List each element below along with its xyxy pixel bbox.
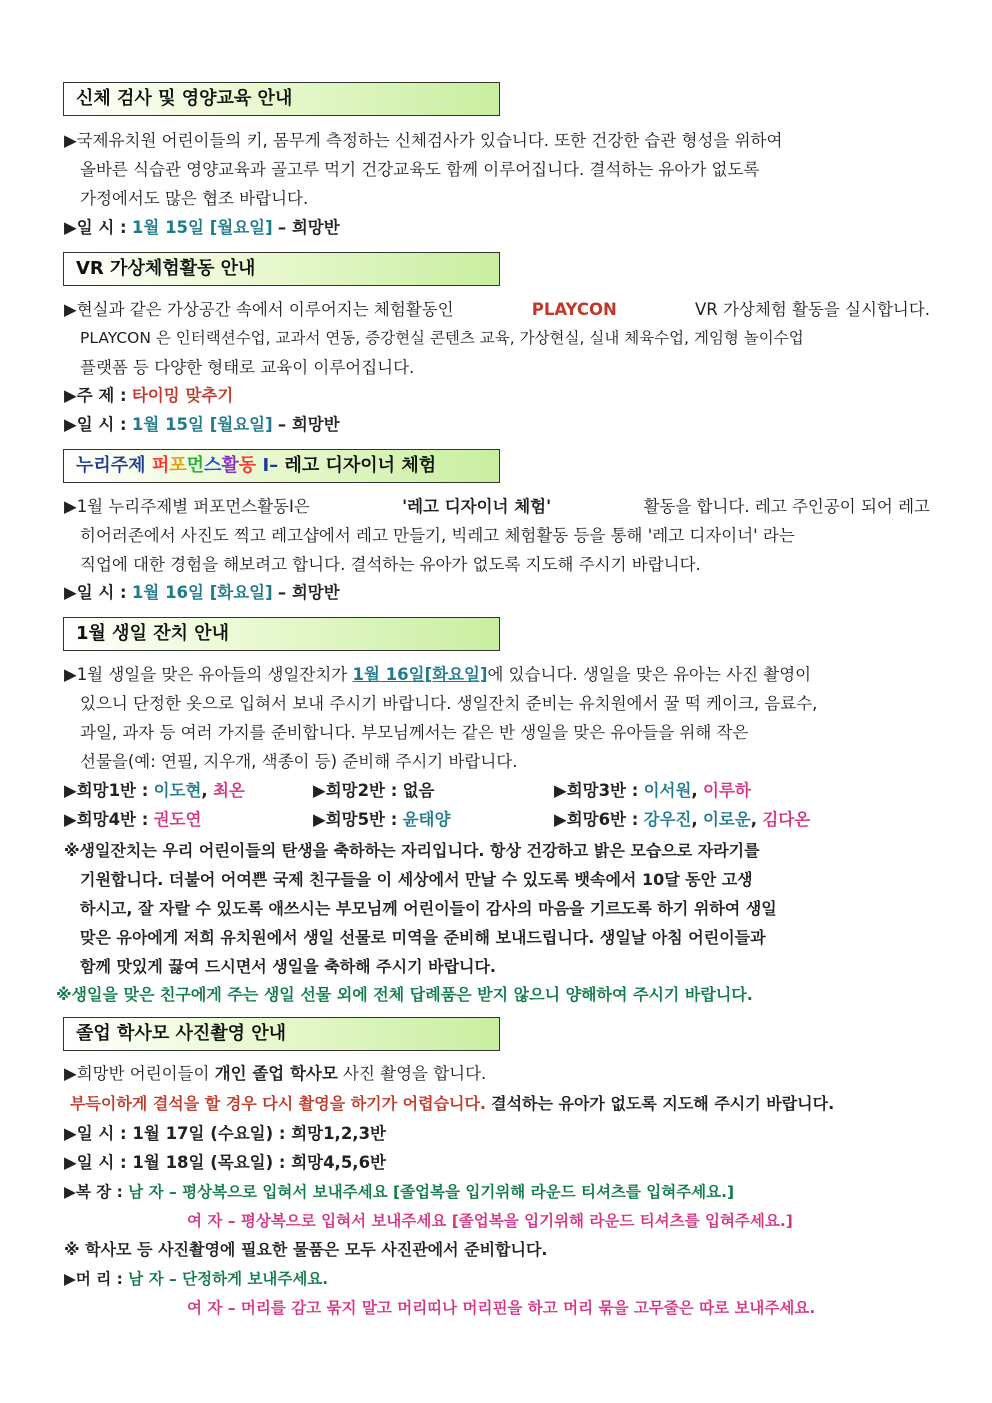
grad-text-a: ▶희망반 어린이들이	[64, 1064, 210, 1083]
hair-male: 남 자 – 단정하게 보내주세요.	[128, 1270, 329, 1288]
birthday-class-3: ▶희망3반 : 이서원, 이루하	[554, 781, 751, 800]
child-name: 이루하	[702, 781, 751, 800]
header-text: 레고 디자이너 체험	[284, 455, 437, 476]
paragraph-line	[64, 660, 930, 689]
paragraph-line: 플랫폼 등 다양한 형태로 교육이 이루어집니다.	[80, 358, 415, 377]
class-label: ▶희망3반 :	[554, 781, 639, 800]
grad-text-c: 사진 촬영을 합니다.	[343, 1064, 487, 1083]
vr-date	[64, 412, 340, 438]
header-char: 동	[238, 455, 257, 476]
paragraph-line: 선물을(예: 연필, 지우개, 색종이 등) 준비해 주시기 바랍니다.	[80, 752, 518, 771]
class-label: ▶희망4반 :	[64, 810, 149, 829]
grad-warning-red: 부득이하게 결석을 할 경우 다시 촬영을 하기가 어렵습니다.	[70, 1094, 487, 1113]
date-label: ▶일 시 :	[64, 1124, 127, 1143]
health-check-date	[64, 215, 340, 241]
vr-text-b: VR 가상체험 활동을 실시합니다.	[695, 300, 930, 319]
graduation-intro	[64, 1061, 486, 1087]
birthday-note	[64, 836, 930, 981]
vr-text-a: ▶현실과 같은 가상공간 속에서 이루어지는 체험활동인	[64, 300, 454, 319]
topic-value: 타이밍 맞추기	[131, 386, 234, 405]
date-value: 1월 17일 (수요일) : 희망1,2,3반	[132, 1124, 386, 1143]
dress-male: 남 자 – 평상복으로 입혀서 보내주세요 [졸업복을 입기위해 라운드 티셔츠를 입혀주세요.]	[128, 1183, 735, 1201]
header-rainbow-text	[152, 455, 256, 476]
grad-text-bold: 개인 졸업 학사모	[214, 1064, 338, 1083]
child-name: 없음	[402, 781, 435, 800]
paragraph-line: 맞은 유아에게 저희 유치원에서 생일 선물로 미역을 준비해 보내드립니다. 생일날 아침 어린이들과	[80, 928, 766, 947]
child-name: 이로운	[702, 810, 751, 829]
child-name: 최온	[212, 781, 245, 800]
child-name: 권도연	[153, 810, 202, 829]
header-char: 포	[169, 455, 187, 476]
birthday-class-6: ▶희망6반 : 강우진, 이로운, 김다온	[554, 810, 811, 829]
bday-text-b: 에 있습니다. 생일을 맞은 유아는 사진 촬영이	[487, 665, 812, 684]
perf-text-a: ▶1월 누리주제별 퍼포먼스활동Ⅰ은	[64, 497, 310, 516]
hair-label: ▶머 리 :	[64, 1270, 123, 1288]
paragraph-line: 올바른 식습관 영양교육과 골고루 먹기 건강교육도 함께 이루어집니다. 결석하는 유아가 없도록	[80, 160, 760, 179]
paragraph-line: ▶국제유치원 어린이들의 키, 몸무게 측정하는 신체검사가 있습니다. 또한 건강한 습관 형성을 위하여	[64, 131, 783, 150]
section-header-vr: VR 가상체험활동 안내	[63, 252, 500, 286]
graduation-supplies-note: ※ 학사모 등 사진촬영에 필요한 물품은 모두 사진관에서 준비합니다.	[64, 1240, 548, 1259]
date-value: 1월 15일 [월요일]	[131, 218, 273, 237]
class-label: ▶희망6반 :	[554, 810, 639, 829]
paragraph-line: 가정에서도 많은 협조 바랍니다.	[80, 189, 309, 208]
header-text: Ⅰ–	[262, 455, 279, 476]
graduation-warning	[70, 1091, 834, 1117]
birthday-class-2	[313, 778, 434, 804]
date-label: ▶일 시 :	[64, 218, 127, 237]
child-name: 이서원	[643, 781, 692, 800]
paragraph-line: 있으니 단정한 옷으로 입혀서 보내 주시기 바랍니다. 생일잔치 준비는 유치원에서 꿀 떡 케이크, 음료수,	[80, 694, 818, 713]
date-label: ▶일 시 :	[64, 415, 127, 434]
performance-date	[64, 580, 340, 606]
graduation-hair-male	[64, 1266, 328, 1292]
paragraph-line	[64, 492, 930, 521]
class-label: ▶희망1반 :	[64, 781, 149, 800]
header-char: 먼	[186, 455, 205, 476]
paragraph-line: 기원합니다. 더불어 어여쁜 국제 친구들을 이 세상에서 만날 수 있도록 뱃속에서 10달 동안 고생	[80, 870, 753, 889]
child-name: 김다온	[762, 810, 811, 829]
graduation-dress-male	[64, 1179, 734, 1205]
date-value: 1월 18일 (목요일) : 희망4,5,6반	[132, 1153, 386, 1172]
health-check-paragraph	[64, 126, 930, 213]
playcon-brand: PLAYCON	[531, 300, 617, 319]
header-char: 스	[204, 455, 222, 476]
paragraph-line: 직업에 대한 경험을 해보려고 합니다. 결석하는 유아가 없도록 지도해 주시기 바랍니다.	[80, 555, 701, 574]
class-label: ▶희망5반 :	[313, 810, 398, 829]
paragraph-line: PLAYCON 은 인터랙션수업, 교과서 연동, 증강현실 콘텐츠 교육, 가상현실, 실내 체육수업, 게임형 놀이수업	[80, 329, 804, 347]
grad-warning-text: 결석하는 유아가 없도록 지도해 주시기 바랍니다.	[491, 1094, 835, 1113]
header-char: 활	[221, 455, 239, 476]
birthday-class-1: ▶희망1반 : 이도현, 최온	[64, 781, 245, 800]
graduation-date-1	[64, 1121, 386, 1147]
section-header-graduation: 졸업 학사모 사진촬영 안내	[63, 1017, 500, 1051]
paragraph-line: 함께 맛있게 끓여 드시면서 생일을 축하해 주시기 바랍니다.	[80, 957, 497, 976]
birthday-class-5	[313, 807, 450, 833]
paragraph-line: 과일, 과자 등 여러 가지를 준비합니다. 부모님께서는 같은 반 생일을 맞은 유아들을 위해 작은	[80, 723, 749, 742]
birthday-gift-note: ※생일을 맞은 친구에게 주는 생일 선물 외에 전체 답례품은 받지 않으니 양해하여 주시기 바랍니다.	[56, 985, 753, 1004]
paragraph-line: ※생일잔치는 우리 어린이들의 탄생을 축하하는 자리입니다. 항상 건강하고 밝은 모습으로 자라기를	[64, 841, 760, 860]
bday-text-a: ▶1월 생일을 맞은 유아들의 생일잔치가	[64, 665, 348, 684]
graduation-date-2	[64, 1150, 386, 1176]
paragraph-line	[64, 295, 930, 324]
date-label: ▶일 시 :	[64, 583, 127, 602]
paragraph-line: 하시고, 잘 자랄 수 있도록 애쓰시는 부모님께 어린이들이 감사의 마음을 기르도록 하기 위하여 생일	[80, 899, 777, 918]
child-name: 이도현	[153, 781, 202, 800]
birthday-class-4	[64, 807, 201, 833]
date-label: ▶일 시 :	[64, 1153, 127, 1172]
date-value: 1월 16일 [화요일]	[131, 583, 273, 602]
perf-quote: '레고 디자이너 체험'	[402, 497, 552, 516]
topic-label: ▶주 제 :	[64, 386, 127, 405]
vr-topic	[64, 383, 233, 409]
date-value: 1월 15일 [월요일]	[131, 415, 273, 434]
graduation-hair-female: 여 자 – 머리를 감고 묶지 말고 머리띠나 머리핀을 하고 머리 묶을 고무줄은 따로 보내주세요.	[187, 1299, 816, 1317]
section-header-health-check: 신체 검사 및 영양교육 안내	[63, 82, 500, 116]
child-name: 윤태양	[402, 810, 451, 829]
birthday-paragraph	[64, 660, 930, 776]
dress-label: ▶복 장 :	[64, 1183, 123, 1201]
vr-paragraph	[64, 295, 930, 382]
date-class: – 희망반	[277, 218, 340, 237]
performance-paragraph	[64, 492, 930, 579]
section-header-birthday: 1월 생일 잔치 안내	[63, 617, 500, 651]
graduation-dress-female: 여 자 – 평상복으로 입혀서 보내주세요 [졸업복을 입기위해 라운드 티셔츠를 입혀주세요.]	[187, 1212, 793, 1230]
bday-date: 1월 16일[화요일]	[352, 665, 488, 684]
child-name: 강우진	[643, 810, 692, 829]
section-header-performance	[63, 449, 500, 483]
date-class: – 희망반	[277, 415, 340, 434]
class-label: ▶희망2반 :	[313, 781, 398, 800]
header-char: 퍼	[151, 455, 170, 476]
perf-text-b: 활동을 합니다. 레고 주인공이 되어 레고	[643, 497, 930, 516]
header-text: 누리주제	[76, 455, 146, 476]
date-class: – 희망반	[277, 583, 340, 602]
paragraph-line: 히어러존에서 사진도 찍고 레고샵에서 레고 만들기, 빅레고 체험활동 등을 통해 '레고 디자이너' 라는	[80, 526, 795, 545]
